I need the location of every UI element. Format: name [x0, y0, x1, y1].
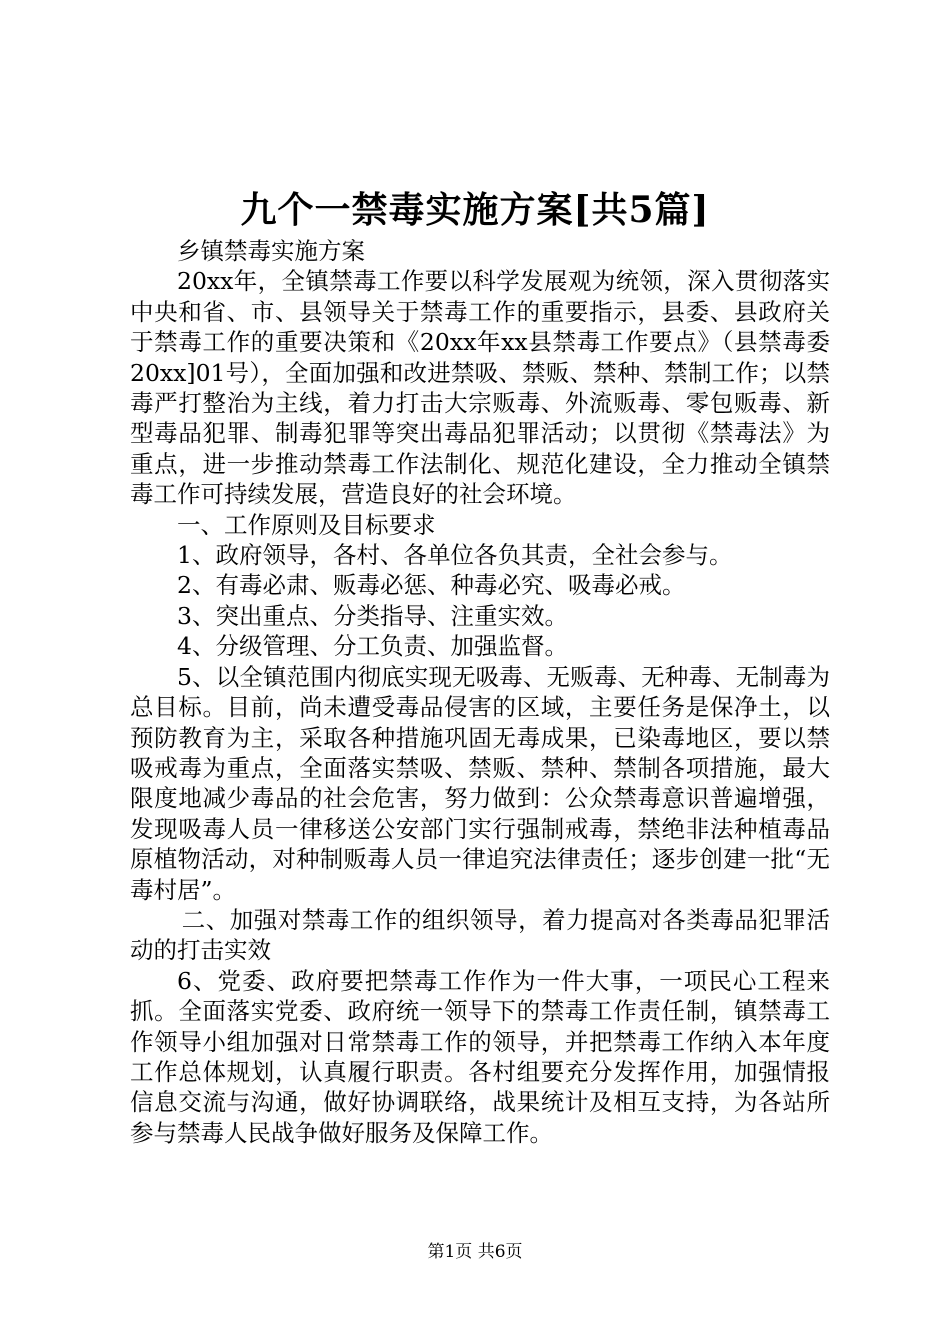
list-item-5: 5、以全镇范围内彻底实现无吸毒、无贩毒、无种毒、无制毒为总目标。目前，尚未遭受毒品侵害的区域，主要任务是保净土，以预防教育为主，采取各种措施巩固无毒成果，已染毒地区，要以禁吸戒毒为重点，全面落实禁吸、禁贩、禁种、禁制各项措施，最大限度地减少毒品的社会危害，努力做到：公众禁毒意识普遍增强，发现吸毒人员一律移送公安部门实行强制戒毒，禁绝非法种植毒品原植物活动，对种制贩毒人员一律追究法律责任；逐步创建一批“无毒村居”。	[130, 662, 830, 904]
list-item-2: 2、有毒必肃、贩毒必惩、种毒必究、吸毒必戒。	[177, 571, 686, 600]
list-item-1: 1、政府领导，各村、各单位各负其责，全社会参与。	[177, 541, 733, 570]
document-title: 九个一禁毒实施方案[共5篇]	[240, 189, 710, 231]
list-item-6: 6、党委、政府要把禁毒工作作为一件大事，一项民心工程来抓。全面落实党委、政府统一领导下的禁毒工作责任制，镇禁毒工作领导小组加强对日常禁毒工作的领导，并把禁毒工作纳入本年度工作总体规划，认真履行职责。各村组要充分发挥作用，加强情报信息交流与沟通，做好协调联络，战果统计及相互支持，为各站所参与禁毒人民战争做好服务及保障工作。	[130, 966, 830, 1147]
section-heading-1: 一、工作原则及目标要求	[177, 510, 436, 539]
paragraph-subtitle: 乡镇禁毒实施方案	[177, 237, 365, 265]
section-heading-2: 二、加强对禁毒工作的组织领导，着力提高对各类毒品犯罪活动的打击实效	[130, 905, 830, 965]
document-body	[130, 236, 830, 1148]
paragraph-intro: 20xx年，全镇禁毒工作要以科学发展观为统领，深入贯彻落实中央和省、市、县领导关于禁毒工作的重要指示，县委、县政府关于禁毒工作的重要决策和《20xx年xx县禁毒工作要点》（县禁毒委20xx]01号），全面加强和改进禁吸、禁贩、禁种、禁制工作；以禁毒严打整治为主线，着力打击大宗贩毒、外流贩毒、零包贩毒、新型毒品犯罪、制毒犯罪等突出毒品犯罪活动；以贯彻《禁毒法》为重点，进一步推动禁毒工作法制化、规范化建设，全力推动全镇禁毒工作可持续发展，营造良好的社会环境。	[130, 267, 830, 509]
list-item-3: 3、突出重点、分类指导、注重实效。	[177, 601, 568, 630]
page-footer: 第1页 共6页	[427, 1242, 523, 1262]
list-item-4: 4、分级管理、分工负责、加强监督。	[177, 632, 568, 661]
